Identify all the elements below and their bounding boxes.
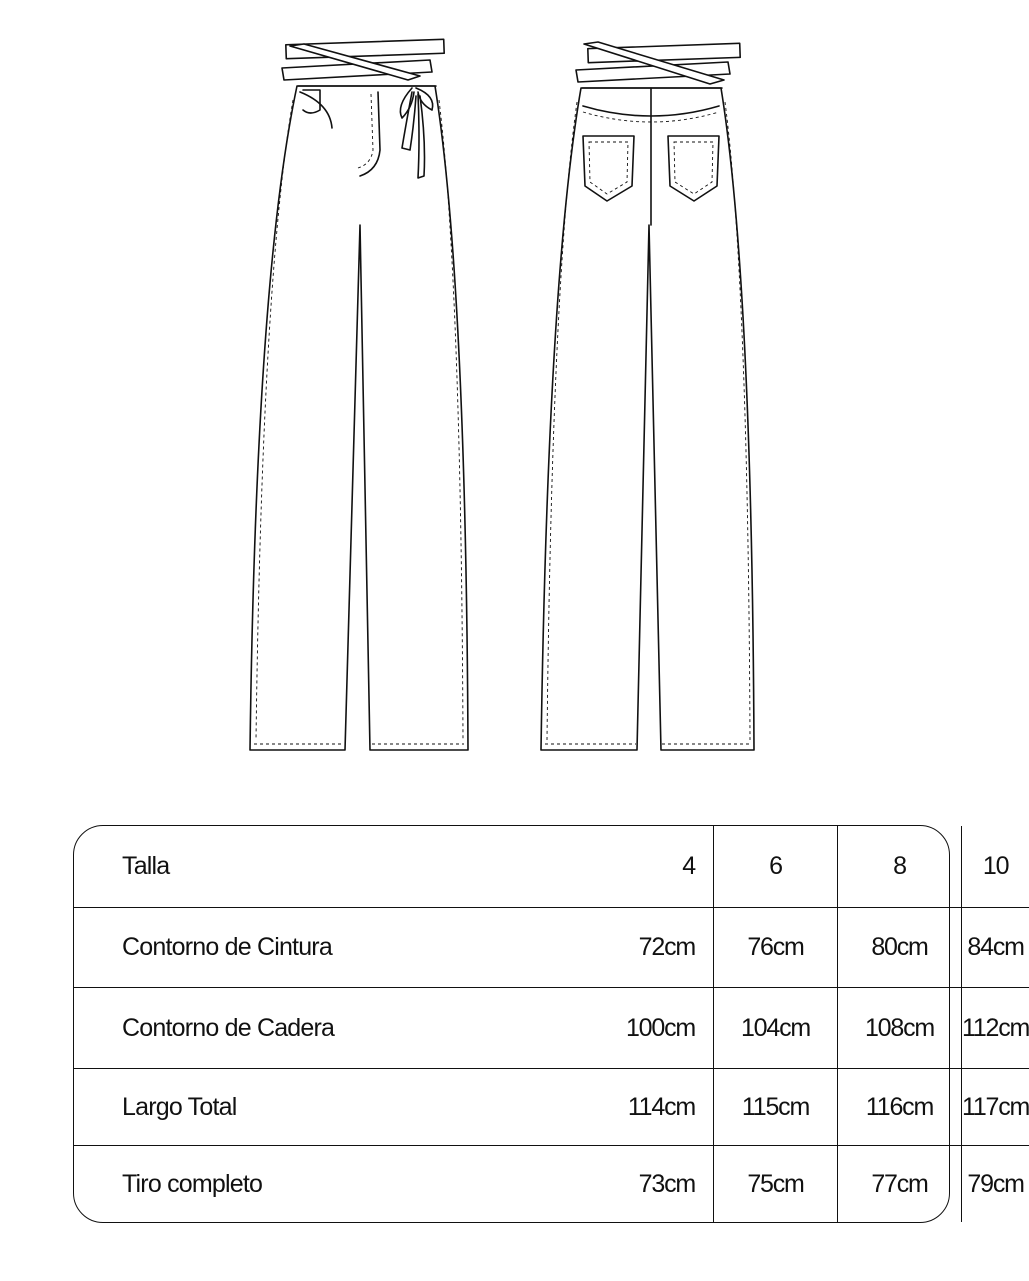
cell-rise-8: 77cm [837, 1145, 961, 1222]
cell-hip-10: 112cm [961, 987, 1029, 1068]
back-pocket-right-stitch [674, 142, 713, 194]
back-outseam-stitch [547, 102, 750, 740]
cell-waist-4: 72cm [587, 907, 713, 987]
cell-length-6: 115cm [713, 1068, 837, 1145]
cell-waist-6: 76cm [713, 907, 837, 987]
size-header-6: 6 [713, 826, 837, 907]
size-header-label: Talla [122, 852, 170, 880]
back-pocket-left-stitch [589, 142, 628, 194]
cell-rise-10: 79cm [961, 1145, 1029, 1222]
front-pants-outline [250, 86, 468, 750]
front-fly-outline [360, 92, 380, 176]
pants-front-view [250, 39, 468, 750]
front-bow-tail-left [402, 92, 416, 150]
front-outseam-stitch [256, 100, 463, 740]
cell-hip-8: 108cm [837, 987, 961, 1068]
row-label-hip: Contorno de Cadera [74, 987, 587, 1068]
back-pocket-left [583, 136, 634, 201]
size-header-8: 8 [837, 826, 961, 907]
cell-hip-4: 100cm [587, 987, 713, 1068]
row-label-rise: Tiro completo [74, 1145, 587, 1222]
back-pants-outline [541, 88, 754, 750]
row-label-waist: Contorno de Cintura [74, 907, 587, 987]
front-bow-tail-right [418, 94, 425, 178]
cell-length-4: 114cm [587, 1068, 713, 1145]
front-pocket-curve [300, 92, 332, 128]
size-header-10: 10 [961, 826, 1029, 907]
size-header-4: 4 [682, 852, 695, 880]
cell-waist-8: 80cm [837, 907, 961, 987]
cell-length-10: 117cm [961, 1068, 1029, 1145]
cell-hip-6: 104cm [713, 987, 837, 1068]
front-fly-stitch [358, 94, 373, 168]
cell-length-8: 116cm [837, 1068, 961, 1145]
size-chart-table [73, 825, 1029, 1223]
cell-waist-10: 84cm [961, 907, 1029, 987]
cell-rise-6: 75cm [713, 1145, 837, 1222]
back-pocket-right [668, 136, 719, 201]
cell-rise-4: 73cm [587, 1145, 713, 1222]
pants-back-view [541, 42, 754, 750]
row-label-length: Largo Total [74, 1068, 587, 1145]
